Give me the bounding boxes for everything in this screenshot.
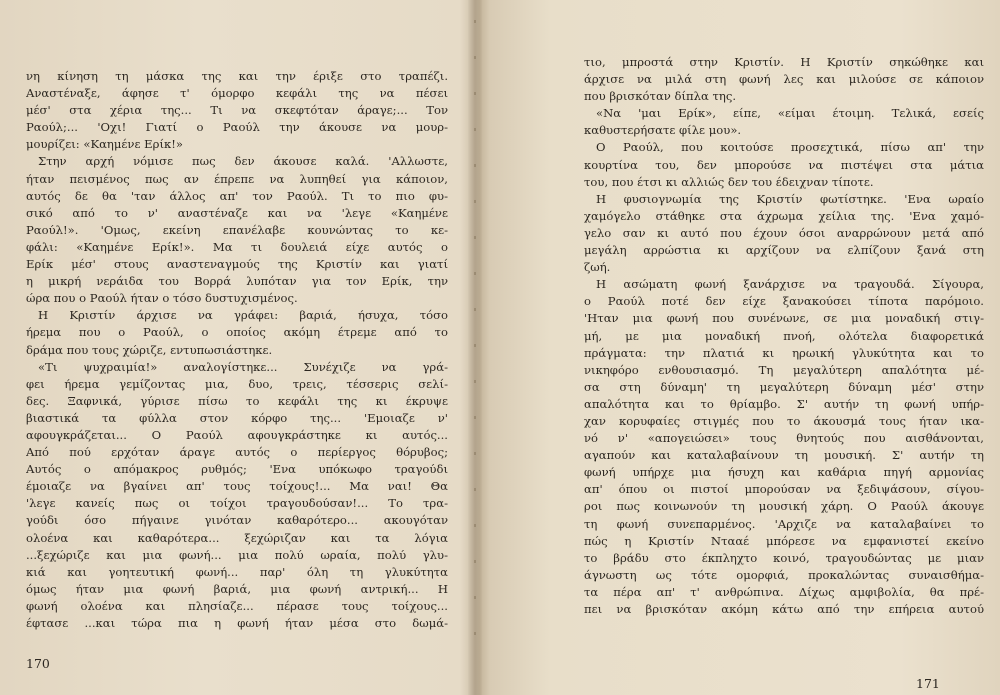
text-line: 'Ηταν μια φωνή που συνένωνε, σε μια μοναδική στιγ-	[584, 311, 984, 326]
text-line: του, που έτσι κι αλλιώς δεν του έδειχναν τίποτε.	[584, 174, 874, 189]
text-line: Αυτός ο απόμακρος ρυθμός; 'Ενα υπόκωφο τραγούδι	[26, 462, 448, 477]
text-line: γελο σαν κι αυτό που έχουν όσοι αναρρώνουν μετά από	[584, 225, 984, 240]
text-line: Στην αρχή νόμισε πως δεν άκουσε καλά. 'Αλλωστε,	[38, 154, 448, 169]
left-page-number: 170	[26, 656, 50, 671]
text-line: μέσ' στα χέρια της... Τι να σκεφτόταν άραγε;... Τον	[26, 103, 448, 118]
binding-stitch	[474, 20, 476, 660]
right-page-number: 171	[916, 676, 940, 691]
text-line: δες. Ξαφνικά, γύρισε πίσω το κεφάλι της κι έκρυψε	[26, 393, 448, 408]
left-page	[0, 0, 470, 695]
text-line: φωνή υπήρχε μια ήσυχη και καθάρια πηγή αρμονίας	[584, 465, 984, 480]
text-line: 'λεγε κανείς πως οι τοίχοι τραγουδούσαν!... Το τρα-	[26, 496, 448, 511]
text-line: Ραούλ;... 'Οχι! Γιατί ο Ραούλ την άκουσε να μουρ-	[26, 120, 448, 135]
text-line: σα στη δύναμη' τη μεγαλύτερη δύναμη μέσ' στην	[584, 379, 984, 394]
text-line: «Να 'μαι Ερίκ», είπε, «είμαι έτοιμη. Τελικά, εσείς	[596, 106, 984, 121]
text-line: άγνωστη ως τότε ομορφιά, προκαλώντας συναισθήμα-	[584, 567, 984, 582]
text-line: μή, με μια μοναδική πνοή, ολότελα διαφορετικά	[584, 328, 984, 343]
text-line: αφουγκράζεται... Ο Ραούλ αφουγκράστηκε κι αυτός...	[26, 427, 448, 442]
left-page-text	[26, 68, 448, 632]
text-line: έφτασε ...και τώρα πια η φωνή ήταν μέσα στο δωμά-	[26, 616, 448, 630]
text-line: Αναστέναξε, άφησε τ' όμορφο κεφάλι της να πέσει	[26, 86, 448, 101]
text-line: φει ήρεμα γεμίζοντας μια, δυο, τρεις, τέσσερις σελί-	[26, 376, 448, 391]
text-line: μουρίζει: «Καημένε Ερίκ!»	[26, 137, 183, 152]
text-line: ροι πως κοινωνούν τη μουσική χάρη. Ο Ραούλ άκουγε	[584, 499, 984, 514]
text-line: νη κίνηση τη μάσκα της και την έριξε στο τραπέζι.	[26, 69, 448, 83]
text-line: αγαπούν και καταλαβαίνουν τη μουσική. Σ' αυτήν τη	[584, 448, 984, 463]
text-line: Ραούλ!». 'Ομως, εκείνη επανέλαβε κουνώντας το κε-	[26, 222, 448, 237]
text-line: ζωή.	[584, 260, 611, 275]
text-line: «Τι ψυχραιμία!» αναλογίστηκε... Συνέχιζε να γρά-	[38, 359, 448, 374]
text-line: απαλότητα και το θρίαμβο. Σ' αυτήν τη φωνή υπήρ-	[584, 396, 984, 411]
right-page-text	[584, 54, 984, 618]
text-line: γούδι όσο πήγαινε γινόταν καθαρότερο... ακουγόταν	[26, 513, 448, 528]
text-line: Ερίκ μέσ' στους αναστεναγμούς της Κριστίν και γιατί	[26, 257, 448, 272]
right-page	[480, 0, 1000, 695]
text-line: τη φωνή συνεπαρμένος. 'Αρχιζε να καταλαβαίνει το	[584, 516, 984, 531]
text-line: το βράδυ στο έκπληχτο κοινό, τραγουδώντας με μιαν	[584, 550, 984, 565]
text-line: σικό από το ν' αναστέναζε και να 'λεγε «Καημένε	[26, 205, 448, 220]
text-line: ήταν πεισμένος πως αν έπρεπε να λυπηθεί για κάποιον,	[26, 171, 448, 186]
text-line: άρχισε να μιλά στη φωνή λες και μιλούσε σε κάποιον	[584, 72, 984, 87]
text-line: νικηφόρο ενθουσιασμό. Τη μεγαλύτερη απαλότητα μέ-	[584, 362, 984, 377]
text-line: Η ασώματη φωνή ξανάρχισε να τραγουδά. Σίγουρα,	[596, 277, 984, 292]
text-line: απ' όπου οι πιστοί μπορούσαν να ξεδιψάσουν, σίγου-	[584, 482, 984, 497]
text-line: έμοιαζε να βγαίνει απ' τους τοίχους!... Μα ναι! Θα	[26, 479, 448, 494]
text-line: που βρισκόταν δίπλα της.	[584, 89, 737, 104]
text-line: καθυστερήσατε φίλε μου».	[584, 123, 742, 138]
text-line: Από πού ερχόταν άραγε αυτός ο περίεργος θόρυβος;	[26, 445, 448, 460]
text-line: Η φυσιογνωμία της Κριστίν φωτίστηκε. 'Ενα ωραίο	[596, 191, 984, 206]
text-line: κιά και γοητευτική φωνή... παρ' όλη τη γλυκύτητα	[26, 564, 448, 579]
text-line: ο Ραούλ ποτέ δεν είχε ξανακούσει τίποτα παρόμοιο.	[584, 294, 984, 309]
text-line: ήρεμα που ο Ραούλ, ο οποίος ακόμη έτρεμε από το	[26, 325, 448, 340]
text-line: Η Κριστίν άρχισε να γράφει: βαριά, ήσυχα, τόσο	[38, 308, 448, 323]
text-line: πώς η Κριστίν Ντααέ μπόρεσε να εμφανιστεί εκείνο	[584, 533, 984, 548]
text-line: χαν κορυφαίες στιγμές που το άκουσμά τους ήταν ικα-	[584, 413, 984, 428]
text-line: μεγάλη αρρώστια κι αρχίζουν να ελπίζουν ξανά στη	[584, 243, 984, 258]
text-line: πράγματα: την πλατιά κι ηρωική γλυκύτητα και το	[584, 345, 984, 360]
text-line: Ο Ραούλ, που κοιτούσε προσεχτικά, πίσω απ' την	[596, 140, 984, 155]
text-line: τιο, μπροστά στην Κριστίν. Η Κριστίν σηκώθηκε και	[584, 55, 984, 69]
text-line: βιαστικά τα φύλλα στον κόρφο της... 'Εμοιαζε ν'	[26, 410, 448, 425]
text-line: δράμα που τους χώριζε, εντυπωσιάστηκε.	[26, 342, 273, 357]
text-line: πει να βρισκόταν ακόμη κάτω από την επήρεια αυτού	[584, 602, 984, 616]
text-line: αυτός δε θα 'ταν άλλος απ' τον Ραούλ. Τι το πιο φυ-	[26, 188, 448, 203]
text-line: ...ξεχώριζε και μια φωνή... μια πολύ ωραία, πολύ γλυ-	[26, 547, 448, 562]
text-line: ολοένα και καθαρότερα... ξεχώριζαν και τα λόγια	[26, 530, 448, 545]
text-line: ώρα που ο Ραούλ ήταν ο τόσο δυστυχισμένος.	[26, 291, 298, 306]
text-line: κουρτίνα του, δεν μπορούσε να πιστέψει στα μάτια	[584, 157, 984, 172]
text-line: φάλι: «Καημένε Ερίκ!». Μα τι δουλειά είχε αυτός ο	[26, 239, 448, 254]
text-line: τα πέρα απ' τ' ανθρώπινα. Δίχως αμφιβολία, θα πρέ-	[584, 584, 984, 599]
text-line: νό ν' «απογειώσει» τους θνητούς που αισθάνονται,	[584, 431, 984, 446]
text-line: όμως ήταν μια φωνή βαριά, μια φωνή αντρική... Η	[26, 581, 448, 596]
text-line: χαμόγελο στάθηκε στα άχρωμα χείλια της. 'Ενα χαμό-	[584, 208, 984, 223]
text-line: φωνή ολοένα και πλησίαζε... πέρασε τους τοίχους...	[26, 598, 448, 613]
text-line: η μικρή νεράιδα του Βορρά λυπόταν για τον Ερίκ, την	[26, 274, 448, 289]
